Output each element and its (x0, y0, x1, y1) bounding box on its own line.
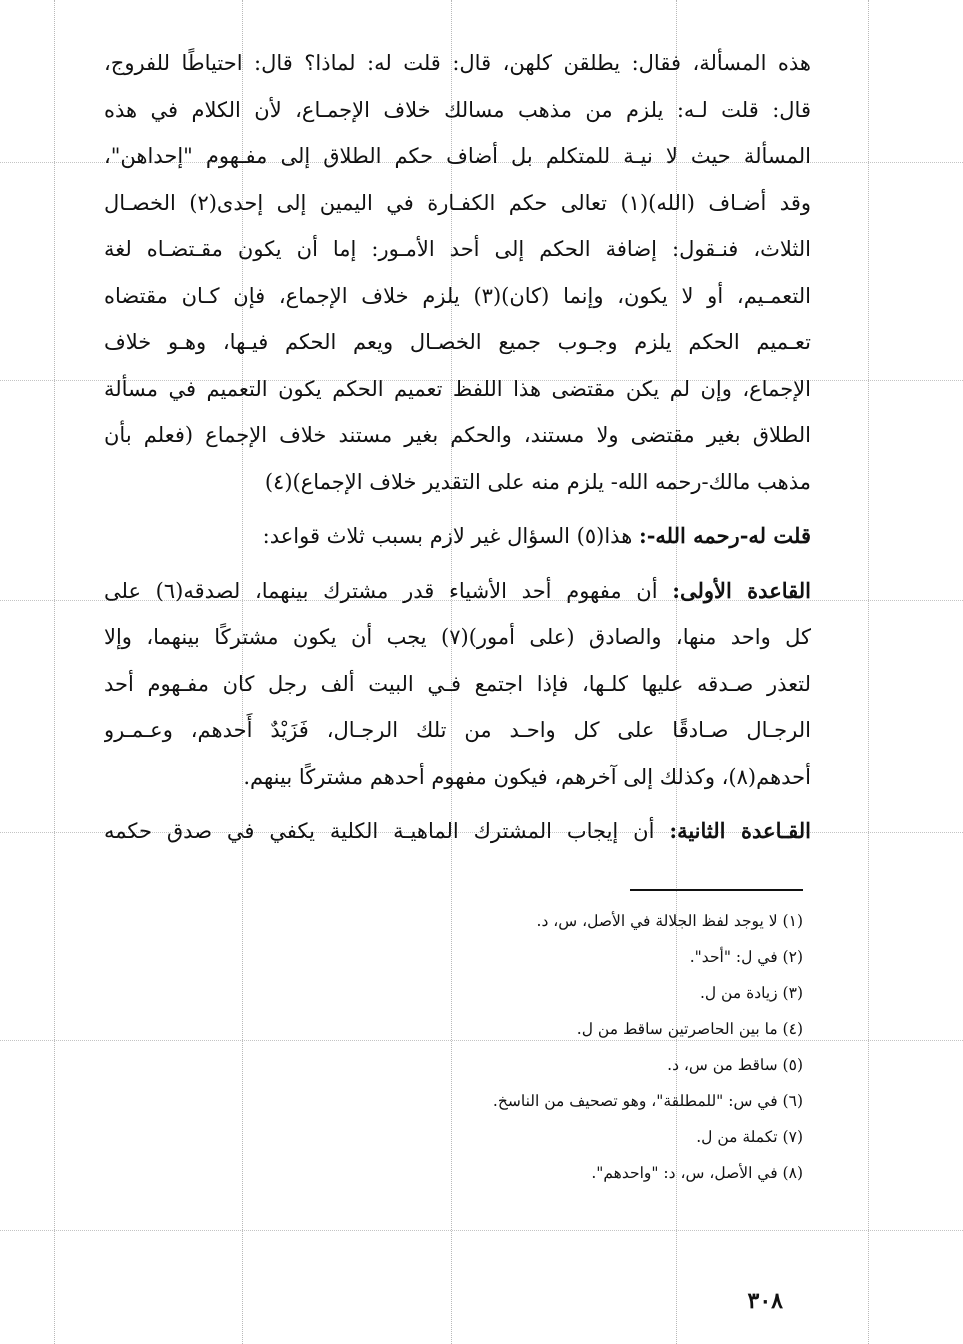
footnote: (٨) في الأصل، س، د: "واحدهم". (591, 1164, 803, 1182)
footnote-separator (630, 889, 803, 891)
text-line (104, 513, 811, 560)
footnote: (٧) تكملة من ل. (696, 1128, 803, 1146)
paragraph-lead: القـاعدة الثانية: (669, 818, 811, 843)
scan-guide-line (0, 1230, 963, 1231)
text-line: لتعذر صـدقه عليها كلـها، فإذا اجتمع فـي البيت ألف رجل كان مفـهوم أحد (104, 671, 811, 696)
footnote: (١) لا يوجد لفظ الجلالة في الأصل، س، د. (536, 912, 803, 930)
paragraph-4 (104, 808, 811, 855)
text-line: المسألة حيث لا نيـة للمتكلم بل أضاف حكم الطلاق إلى مفـهوم "إحداهن"، (104, 144, 811, 168)
footnote: (٥) ساقط من س، د. (667, 1056, 803, 1074)
footnote: (٢) في ل: "أحد". (689, 948, 803, 966)
text-line: الطلاق بغير مقتضى ولا مستند، والحكم بغير مستند خلاف الإجماع (فعلم بأن (104, 423, 811, 447)
text-line: الثلاث، فنـقول: إضافة الحكم إلى أحد الأمـور: إما أن يكون مقـتضـاه لغة (104, 237, 811, 261)
paragraph-text: أن إيجاب المشترك الماهيـة الكلية يكفي في صدق حكمه (104, 819, 670, 843)
paragraph-lead: قلت له-رحمه الله-: (638, 523, 811, 548)
text-line (104, 808, 811, 855)
text-line: التعمـيم، أو لا يكون، وإنما (كان)(٣) يلزم خلاف الإجماع، فإن كـان مقتضاه (104, 283, 811, 308)
text-line: أحدهم(٨)، وكذلك إلى آخرهم، فيكون مفهوم أحدهم مشتركًا بينهم. (243, 764, 811, 789)
paragraph-1 (104, 40, 811, 505)
paragraph-2 (104, 513, 811, 560)
scan-guide-line (54, 0, 55, 1344)
footnote: (٦) في س: "للمطلقة"، وهو تصحيف من الناسخ. (492, 1092, 803, 1110)
paragraph-lead: القاعدة الأولى: (672, 577, 811, 603)
text-line: الرجـال صـادقًا على كل واحـد من تلك الرجـال، فَزَيْدٌ أَحدهم، وعـمـرو (104, 718, 811, 742)
footnotes (383, 903, 803, 1191)
text-line: وقد أضـاف (الله)(١) تعالى حكم الكفـارة في اليمين إلى إحدى(٢) الخصـال (104, 190, 811, 215)
text-line: كل واحد منها، والصادق (على أمور)(٧) يجب أن يكون مشتركًا بينهما، وإلا (104, 625, 811, 649)
text-line: مذهب مالك-رحمه الله- يلزم منه على التقدير خلاف الإجماع)(٤) (264, 469, 811, 494)
scan-guide-line (868, 0, 869, 1344)
text-line: تعـميم الحكم يلزم وجـوب جميع الخصـال ويعم الحكم فيـها، وهـو خلاف (104, 330, 811, 354)
paragraph-text: أن مفهوم أحد الأشياء قدر مشترك بينهما، لصدقه(٦) على (104, 578, 673, 603)
text-line: الإجماع، وإن لم يكن مقتضى هذا اللفظ تعميم الحكم يكون التعميم في مسألة (104, 376, 811, 401)
footnote: (٤) ما بين الحاصرتين ساقط من ل. (576, 1020, 803, 1038)
page-number: ٣٠٨ (747, 1288, 783, 1314)
paragraph-text: هذا(٥) السؤال غير لازم بسبب ثلاث قواعد: (262, 524, 639, 548)
paragraph-3 (104, 568, 811, 801)
footnote: (٣) زيادة من ل. (699, 984, 803, 1002)
text-line: قال: قلت لـه: يلزم من مذهب مسالك خلاف الإجمـاع، لأن الكلام في هذه (104, 97, 811, 122)
text-line (104, 568, 811, 615)
text-line: هذه المسألة، فقال: يطلقن كلهن، قال: قلت له: لماذا؟ قال: احتياطًا للفروج، (104, 51, 811, 75)
main-text (104, 40, 811, 855)
